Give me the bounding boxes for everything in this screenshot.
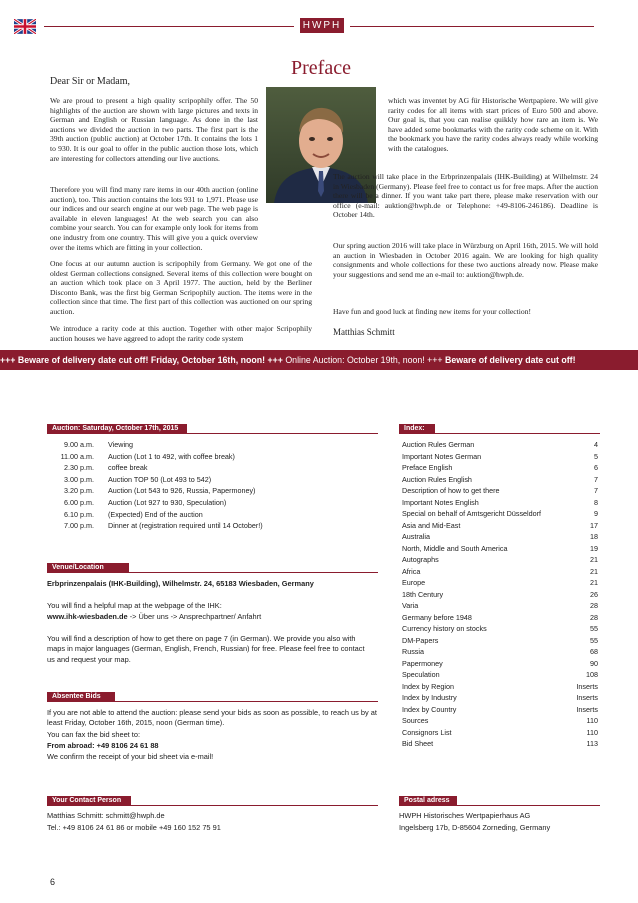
index-page: 68: [590, 647, 598, 656]
salutation: Dear Sir or Madam,: [50, 76, 130, 87]
index-list: [402, 439, 598, 750]
index-entry: [402, 635, 598, 647]
schedule-time: 7.00 p.m.: [64, 521, 94, 531]
index-page: 19: [590, 543, 598, 553]
page-title: Preface: [291, 57, 351, 79]
index-page: Inserts: [576, 681, 598, 691]
schedule-event: coffee break: [108, 463, 148, 473]
venue-address: Erbprinzenpalais (IHK-Building), Wilhelmstr. 24, 65183 Wiesbaden, Germany: [47, 579, 314, 588]
index-entry: [402, 715, 598, 727]
schedule-row: [52, 451, 342, 463]
schedule-row: [52, 462, 342, 474]
preface-paragraph: We introduce a rarity code at this auction. Together with other major Scripophily auction houses we have aggreed to adopt the rarity code system: [50, 324, 312, 343]
index-page: 55: [590, 635, 598, 645]
contact-heading: Your Contact Person: [47, 796, 131, 806]
ihk-link[interactable]: www.ihk-wiesbaden.de: [47, 612, 128, 621]
index-page: 17: [590, 520, 598, 530]
index-label: Europe: [402, 578, 426, 587]
absentee-fax-number: From abroad: +49 8106 24 61 88: [47, 741, 159, 750]
venue-description: You will find a description of how to get there on page 7 (in German). We provide you also with maps in major languages (German, English, French, Russian) for free. Please feel free to contact us and request your map.: [47, 634, 365, 664]
index-label: Australia: [402, 532, 430, 541]
preface-paragraph: We are proud to present a high quality scripophily offer. The 50 highlights of the auction are shown with large pictures and texts in German and English or Russian language. As done in the last auctions we divided the auction in two parts. The first part is the 39th auction (public auction) at October 17th. It contains the lots 1 to 930. It is our goal to offer in the public auction those lots, which are interesting for collectors attending our live auctions.: [50, 96, 258, 163]
schedule-time: 3.00 p.m.: [64, 474, 94, 484]
index-heading: Index:: [399, 424, 435, 434]
schedule-time: 2.30 p.m.: [64, 463, 94, 473]
banner-part: Beware of delivery date cut off!: [445, 355, 576, 365]
index-page: 55: [590, 624, 598, 633]
banner-part: +++ Beware of delivery date cut off! Friday, October 16th, noon! +++: [0, 355, 283, 365]
contact-line: Matthias Schmitt: schmitt@hwph.de: [47, 811, 165, 820]
schedule-time: 6.00 p.m.: [64, 497, 94, 507]
index-page: 110: [586, 727, 598, 737]
index-entry: [402, 439, 598, 451]
uk-flag-icon: [14, 19, 36, 34]
index-entry: [402, 497, 598, 509]
index-page: 113: [586, 739, 598, 748]
section-rule: [129, 572, 378, 573]
index-label: Important Notes English: [402, 497, 479, 507]
schedule-event: Auction (Lot 927 to 930, Speculation): [108, 497, 227, 507]
schedule-time: 6.10 p.m.: [64, 509, 94, 519]
index-entry: [402, 692, 598, 704]
preface-paragraph: which was inventet by AG für Historische Wertpapiere. We will give rarity codes for all items with start prices of Euro 500 and above. Our goal is, that you can realise quikkly how rare an item is. We have added some bookmarks with the rarity code scheme on it. With the bookmark you have the rarity codes always ready while working with the catalogues.: [388, 96, 598, 153]
index-label: Index by Country: [402, 704, 457, 714]
schedule-event: Auction TOP 50 (Lot 493 to 542): [108, 474, 212, 484]
schedule-time: 9.00 a.m.: [64, 440, 94, 449]
index-label: Sources: [402, 716, 429, 725]
header-rule-left: [44, 26, 294, 27]
index-label: Varia: [402, 601, 419, 610]
index-entry: [402, 600, 598, 612]
venue-map-text: You will find a helpful map at the webpage of the IHK:: [47, 601, 222, 610]
index-page: 8: [594, 497, 598, 507]
preface-paragraph: Our spring auction 2016 will take place in Würzburg on April 16th, 2015. We will hold an auction in Wiesbaden in October 2016 again. We are looking for high quality consignments and whole collections for these two auctions already now. Please make your suggestions and send me an e-mail to: auktion@hwph.de.: [333, 241, 598, 279]
schedule-row: [52, 474, 342, 486]
index-page: 28: [590, 612, 598, 622]
index-entry: [402, 554, 598, 566]
index-page: 108: [586, 670, 598, 679]
postal-line: HWPH Historisches Wertpapierhaus AG: [399, 811, 531, 820]
absentee-heading: Absentee Bids: [47, 692, 115, 702]
delivery-banner: [0, 350, 638, 370]
venue-map-path: -> Über uns -> Ansprechpartner/ Anfahrt: [127, 612, 262, 621]
index-entry: [402, 485, 598, 497]
schedule-row: [52, 439, 342, 451]
section-rule: [187, 433, 378, 434]
index-page: 21: [590, 578, 598, 587]
index-label: Preface English: [402, 463, 453, 472]
schedule-time: 11.00 a.m.: [60, 451, 94, 461]
index-entry: [402, 462, 598, 474]
index-label: Africa: [402, 566, 421, 576]
index-page: 18: [590, 532, 598, 541]
index-label: Description of how to get there: [402, 486, 500, 495]
index-page: 7: [594, 486, 598, 495]
brand-badge: HWPH: [300, 18, 344, 33]
index-label: Russia: [402, 647, 424, 656]
index-entry: [402, 669, 598, 681]
absentee-confirm: We confirm the receipt of your bid sheet via e-mail!: [47, 752, 214, 761]
index-label: Auction Rules English: [402, 474, 472, 484]
index-entry: [402, 474, 598, 486]
schedule-row: [52, 485, 342, 497]
preface-paragraph: Have fun and good luck at finding new items for your collection!: [333, 307, 532, 316]
index-entry: [402, 520, 598, 532]
index-entry: [402, 658, 598, 670]
index-label: Papermoney: [402, 658, 443, 668]
postal-heading: Postal adress: [399, 796, 457, 806]
index-page: 5: [594, 451, 598, 461]
banner-part: Online Auction: October 19th, noon! +++: [282, 355, 446, 365]
schedule-row: [52, 509, 342, 521]
index-label: Index by Industry: [402, 693, 457, 702]
index-label: Currency history on stocks: [402, 624, 487, 633]
index-entry: [402, 727, 598, 739]
index-page: 6: [594, 463, 598, 472]
index-page: 26: [590, 589, 598, 599]
index-label: Index by Region: [402, 681, 454, 691]
index-page: 21: [590, 566, 598, 576]
signature: Matthias Schmitt: [333, 327, 395, 337]
index-label: Asia and Mid-East: [402, 520, 461, 530]
index-entry: [402, 577, 598, 589]
absentee-text: If you are not able to attend the auction: please send your bids as soon as possible, to reach us by at least Friday, October 16th, 2015, noon (German time).: [47, 708, 377, 728]
postal-line: Ingelsberg 17b, D-85604 Zorneding, Germany: [399, 823, 551, 832]
index-entry: [402, 704, 598, 716]
auction-schedule: [52, 439, 342, 532]
index-label: Auction Rules German: [402, 440, 475, 449]
index-entry: [402, 646, 598, 658]
section-rule: [457, 805, 600, 806]
index-entry: [402, 566, 598, 578]
header-rule-right: [350, 26, 594, 27]
preface-paragraph: Therefore you will find many rare items in our 40th auction (online auction), too. This auction contains the lots 931 to 1,971. Please use our indices and our search engine at our web page. The web page is available in eleven languages! At the web search you can also combine your search. You can for example only look for items from one industry from one country. This will give you a quick overview over the items which are fitting in your collection.: [50, 185, 258, 252]
index-entry: [402, 451, 598, 463]
index-page: 28: [590, 601, 598, 610]
schedule-time: 3.20 p.m.: [64, 486, 94, 496]
index-label: 18th Century: [402, 589, 444, 599]
index-entry: [402, 623, 598, 635]
index-label: Bid Sheet: [402, 739, 434, 748]
index-page: 21: [590, 555, 598, 564]
index-entry: [402, 531, 598, 543]
index-page: 4: [594, 440, 598, 449]
schedule-row: [52, 497, 342, 509]
index-page: 7: [594, 474, 598, 484]
index-page: 9: [594, 509, 598, 518]
absentee-fax-text: You can fax the bid sheet to:: [47, 730, 140, 739]
index-entry: [402, 738, 598, 750]
index-entry: [402, 543, 598, 555]
auction-heading: Auction: Saturday, October 17th, 2015: [47, 424, 187, 434]
schedule-event: Auction (Lot 543 to 926, Russia, Papermoney): [108, 486, 256, 496]
section-rule: [115, 701, 378, 702]
index-label: Autographs: [402, 555, 439, 564]
schedule-event: Auction (Lot 1 to 492, with coffee break): [108, 451, 235, 461]
preface-paragraph: The auction will take place in the Erbprinzenpalais (IHK-Building) at Wilhelmstr. 24 in Wiesbaden (Germany). Please feel free to contact us for free maps. After the auction there will be a dinner. If you want take part there, please make reservation with our office (e-mail: auktion@hwph.de or Telephone: +49-8106-246186). Deadline is October 14th.: [333, 172, 598, 220]
index-label: Speculation: [402, 670, 440, 679]
index-label: Important Notes German: [402, 451, 482, 461]
index-label: North, Middle and South America: [402, 543, 508, 553]
venue-map-line: [47, 612, 377, 622]
schedule-event: (Expected) End of the auction: [108, 509, 203, 519]
index-entry: [402, 681, 598, 693]
contact-line: Tel.: +49 8106 24 61 86 or mobile +49 160 152 75 91: [47, 823, 221, 832]
venue-heading: Venue/Location: [47, 563, 129, 573]
schedule-row: [52, 520, 342, 532]
schedule-event: Dinner at (registration required until 14 October!): [108, 521, 263, 531]
page-number: 6: [50, 877, 56, 887]
index-entry: [402, 508, 598, 520]
index-label: Germany before 1948: [402, 612, 472, 622]
section-rule: [131, 805, 378, 806]
index-page: Inserts: [576, 693, 598, 702]
preface-paragraph: One focus at our autumn auction is scripophily from Germany. We got one of the oldest German collections consigned. Several items of this collection were bought on an auction which took place on 3 April 1977. The auction, held by the Berliner Disconto Bank, was the first big German Scripophily auction. The items were in the collection since that time. The first part of this collection was auctioned on our spring auction.: [50, 259, 312, 316]
index-entry: [402, 589, 598, 601]
index-label: DM-Papers: [402, 635, 439, 645]
index-page: Inserts: [576, 704, 598, 714]
index-label: Consignors List: [402, 727, 452, 737]
index-page: 110: [586, 716, 598, 725]
index-entry: [402, 612, 598, 624]
index-label: Special on behalf of Amtsgericht Düsseldorf: [402, 509, 542, 518]
schedule-event: Viewing: [108, 440, 134, 449]
section-rule: [435, 433, 600, 434]
index-page: 90: [590, 658, 598, 668]
